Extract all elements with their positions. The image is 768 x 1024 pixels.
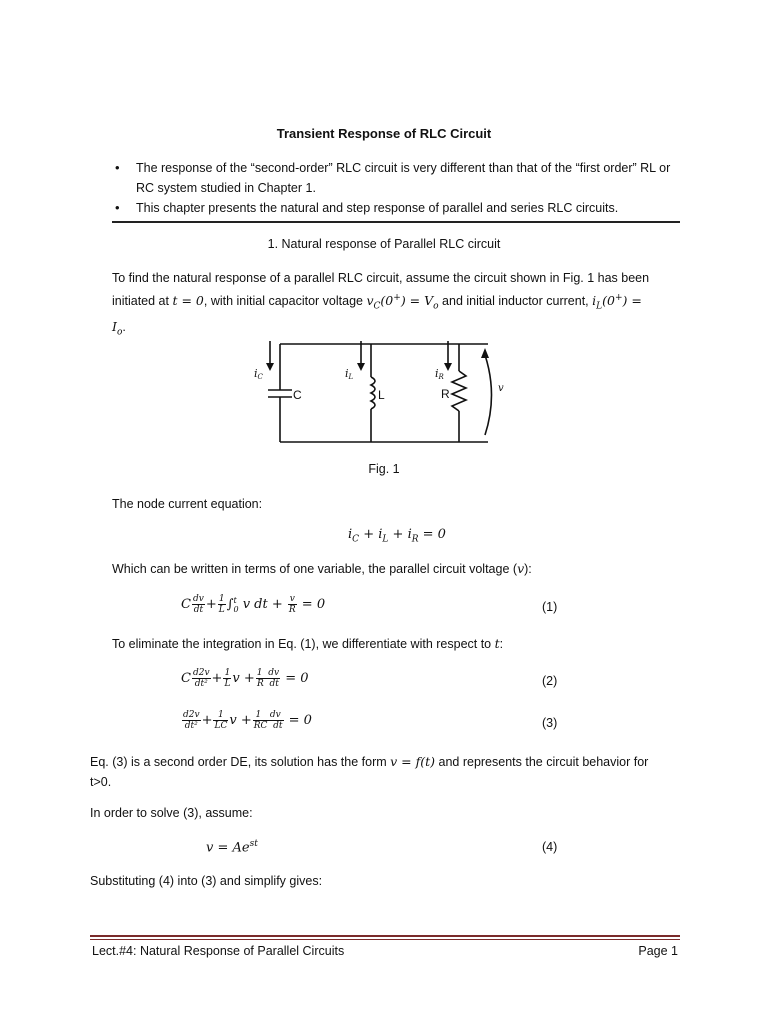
bullet-item: • This chapter presents the natural and step response of parallel and series RLC circuits.	[112, 198, 682, 218]
voltage-arc	[485, 355, 492, 435]
inductor-coil	[371, 377, 375, 409]
label-il: iL	[345, 367, 354, 381]
voltage-arrow-head	[481, 348, 489, 358]
intro-paragraph	[112, 268, 682, 342]
intro-bullet-list	[112, 158, 682, 218]
equation-1: C $\frac{dv}{dt}$ + $\frac{1}{L}$ ∫ t 0 v dt + $\frac{v}{R}$ = 0	[181, 594, 326, 615]
intro-line-2: initiated at t = 0, with initial capacitor voltage $v_C(0^+) = V_o$ and initial inductor current, $i_L(0^+)$ =	[112, 293, 642, 312]
label-l: L	[378, 388, 385, 402]
footer-lecture-title: Lect.#4: Natural Response of Parallel Circuits	[92, 944, 345, 958]
one-variable-text: Which can be written in terms of one variable, the parallel circuit voltage (v):	[112, 561, 532, 576]
equation-2: C $\frac{d2v}{\text{dt²}}$ + $\frac{1}{L}$ v + $\frac{1 dv}{\text{R dt}}$ = 0	[181, 668, 309, 689]
il-arrow-head	[357, 363, 365, 371]
equation-2-number: (2)	[542, 674, 558, 688]
equation-3-number: (3)	[542, 716, 558, 730]
ic-arrow-head	[266, 363, 274, 371]
node-eq-text: The node current equation:	[112, 497, 263, 511]
equation-1-number: (1)	[542, 600, 558, 614]
intro-line-1: To find the natural response of a parallel RLC circuit, assume the circuit shown in Fig. 1 has been	[112, 271, 650, 285]
node-current-equation: $i_C + i_L + i_R = 0$	[348, 527, 446, 545]
footer-page-number: Page 1	[638, 944, 678, 958]
label-v: v	[498, 383, 504, 394]
section-heading: 1. Natural response of Parallel RLC circuit	[267, 237, 501, 251]
footer-divider-thin	[90, 939, 680, 940]
label-ir: iR	[435, 367, 444, 381]
solve-text: In order to solve (3), assume:	[90, 806, 253, 820]
equation-4-number: (4)	[542, 840, 558, 854]
second-order-paragraph: Eq. (3) is a second order DE, its solution has the form v = f(t) and represents the circuit behavior for t>0.	[90, 754, 649, 789]
page-title: Transient Response of RLC Circuit	[276, 126, 492, 141]
equation-3: $\frac{d2v}{\text{dt²}}$ + $\frac{1}{LC}$ v + $\frac{1 dv}{\text{RC dt}}$ = 0	[183, 710, 312, 731]
eliminate-text: To eliminate the integration in Eq. (1), we differentiate with respect to t:	[112, 636, 504, 651]
label-c: C	[293, 388, 302, 402]
intro-line-3: $I_o$.	[112, 318, 126, 338]
ir-arrow-head	[444, 363, 452, 371]
bullet-item: • The response of the “second-order” RLC circuit is very different than that of the “first order” RL or RC system studied in Chapter 1.	[112, 158, 682, 198]
footer-divider-thick	[90, 935, 680, 937]
resistor-zigzag	[452, 371, 466, 411]
equation-4: $v = Ae^{st}$	[206, 839, 258, 856]
label-r: R	[441, 387, 450, 401]
label-ic: iC	[254, 367, 263, 381]
header-divider	[112, 221, 680, 223]
figure-caption: Fig. 1	[368, 462, 400, 476]
substitution-text: Substituting (4) into (3) and simplify gives:	[90, 874, 323, 888]
rlc-circuit-diagram	[240, 335, 520, 455]
